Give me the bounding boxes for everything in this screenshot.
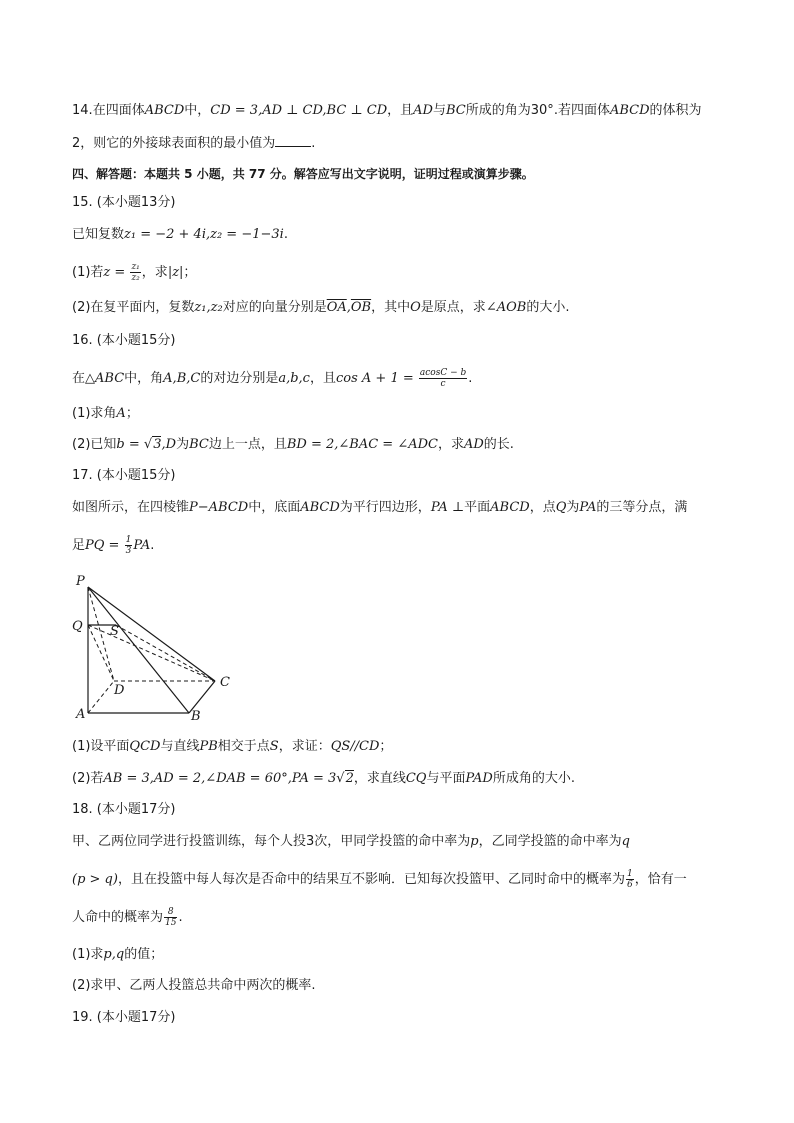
q15-part1: (1)若z = $\frac{\text{z₁}}{\text{z₂}}$ ，求|z|； [72, 262, 197, 283]
label-D: D [114, 683, 125, 698]
q15-part2: (2)在复平面内，复数z₁,z₂对应的向量分别是$\overline{OA},\overline{OB}$，其中O是原点，求∠AOB的大小. [72, 300, 570, 315]
q14-line2: 2，则它的外接球表面积的最小值为 . [72, 136, 316, 151]
q17-part2: (2)若AB = 3,AD = 2,∠DAB = 60°,PA = 3√2，求直线CQ与平面PAD所成角的大小. [72, 771, 575, 786]
answer-blank [275, 134, 311, 147]
q17-stem-line1: 如图所示，在四棱锥P−ABCD中，底面ABCD为平行四边形，PA ⊥平面ABCD，点Q为PA的三等分点，满 [72, 500, 688, 515]
q18-part2: (2)求甲、乙两人投篮总共命中两次的概率. [72, 978, 316, 993]
q15-header: 15. (本小题13分) [72, 195, 176, 210]
q16-stem: 在△ABC中，角A,B,C的对边分别是a,b,c，且cos A + 1 = $\frac{acosC - b}{c}$ . [72, 368, 473, 389]
q19-header: 19. (本小题17分) [72, 1010, 176, 1025]
q18-part1: (1)求p,q的值； [72, 947, 164, 962]
label-S: S [110, 624, 119, 639]
label-A: A [76, 707, 86, 722]
q14-line1: 14.在四面体ABCD中，CD = 3,AD ⊥ CD,BC ⊥ CD，且AD与BC所成的角为30°.若四面体ABCD的体积为 [72, 103, 702, 118]
q16-part1: (1)求角A； [72, 406, 139, 421]
fraction: $\frac{acosC - b}{c}$ [419, 368, 467, 389]
label-P: P [76, 574, 85, 589]
q17-stem-line2: 足PQ = $\frac{1}{3}$ PA. [72, 535, 155, 556]
label-Q: Q [72, 619, 83, 634]
q18-line1: 甲、乙两位同学进行投篮训练，每个人投3次，甲同学投篮的命中率为p，乙同学投篮的命中率为q [72, 834, 630, 849]
label-C: C [220, 675, 230, 690]
q17-header: 17. (本小题15分) [72, 468, 176, 483]
q18-line2: (p > q)，且在投篮中每人每次是否命中的结果互不影响．已知每次投篮甲、乙同时命中的概率为 $\frac{1}{6}$ ，恰有一 [72, 869, 687, 890]
q15-stem: 已知复数z₁ = −2 + 4i,z₂ = −1−3i. [72, 227, 288, 242]
q17-part1: (1)设平面QCD与直线PB相交于点S，求证：QS//CD； [72, 739, 393, 754]
fraction: $\frac{1}{3}$ [125, 535, 132, 556]
label-B: B [191, 709, 201, 724]
section-heading: 四、解答题：本题共 5 小题，共 77 分。解答应写出文字说明，证明过程或演算步骤。 [72, 167, 534, 181]
q16-header: 16. (本小题15分) [72, 333, 176, 348]
fraction: $\frac{8}{15}$ [165, 907, 177, 928]
pyramid-figure [72, 570, 242, 725]
edge-AD [88, 681, 114, 713]
q16-part2: (2)已知b = √3,D为BC边上一点，且BD = 2,∠BAC = ∠ADC，求AD的长. [72, 437, 514, 452]
q18-line3: 人命中的概率为 $\frac{8}{15}$ . [72, 907, 183, 928]
q18-header: 18. (本小题17分) [72, 802, 176, 817]
segment-SC [116, 625, 215, 681]
fraction: $\frac{\text{z₁}}{\text{z₂}}$ [131, 262, 140, 283]
fraction: $\frac{1}{6}$ [626, 869, 633, 890]
